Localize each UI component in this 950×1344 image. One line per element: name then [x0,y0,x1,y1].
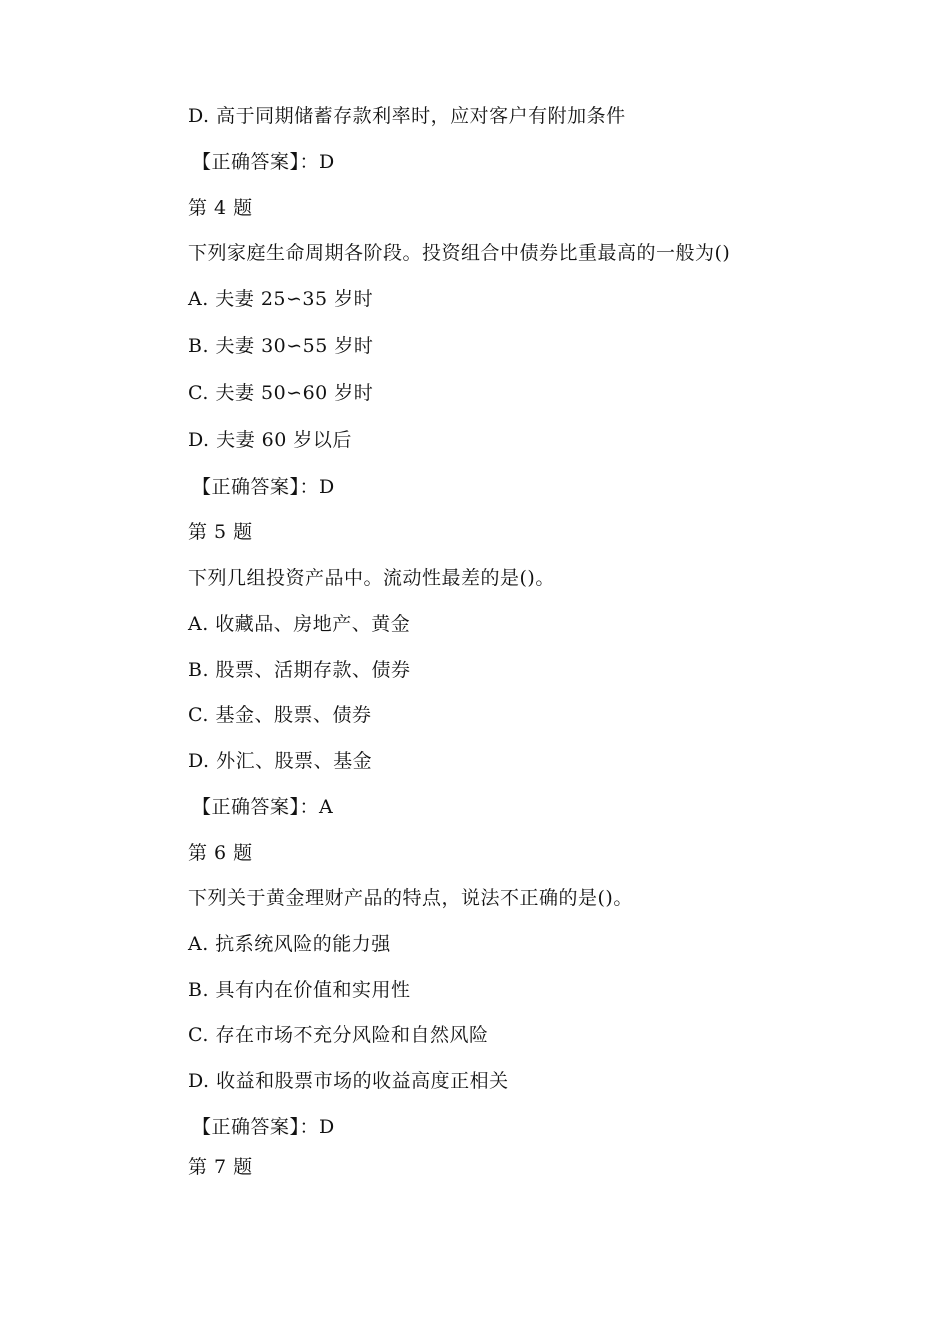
q4-option-c: C. 夫妻 50∽60 岁时 [188,382,374,404]
q3-option-d: D. 高于同期储蓄存款利率时，应对客户有附加条件 [188,105,626,127]
q5-option-a: A. 收藏品、房地产、黄金 [188,613,411,635]
q6-option-c: C. 存在市场不充分风险和自然风险 [188,1024,489,1046]
q6-correct-answer: 【正确答案】：D [192,1116,335,1138]
q5-option-b: B. 股票、活期存款、债券 [188,659,411,681]
q6-question: 下列关于黄金理财产品的特点，说法不正确的是()。 [188,887,633,909]
q4-question: 下列家庭生命周期各阶段。投资组合中债券比重最高的一般为() [188,242,731,264]
q3-correct-answer: 【正确答案】：D [192,151,335,173]
q6-option-d: D. 收益和股票市场的收益高度正相关 [188,1070,509,1092]
q6-option-b: B. 具有内在价值和实用性 [188,979,411,1001]
q4-option-b: B. 夫妻 30∽55 岁时 [188,335,374,357]
q5-heading: 第 5 题 [188,521,253,543]
q5-option-c: C. 基金、股票、债券 [188,704,372,726]
q4-correct-answer: 【正确答案】：D [192,476,335,498]
q5-option-d: D. 外汇、股票、基金 [188,750,373,772]
q5-correct-answer: 【正确答案】：A [192,796,334,818]
q4-option-a: A. 夫妻 25∽35 岁时 [188,288,374,310]
q7-heading: 第 7 题 [188,1156,253,1178]
q6-heading: 第 6 题 [188,842,253,864]
q5-question: 下列几组投资产品中。流动性最差的是()。 [188,567,555,589]
q4-heading: 第 4 题 [188,197,253,219]
q6-option-a: A. 抗系统风险的能力强 [188,933,391,955]
q4-option-d: D. 夫妻 60 岁以后 [188,429,352,451]
